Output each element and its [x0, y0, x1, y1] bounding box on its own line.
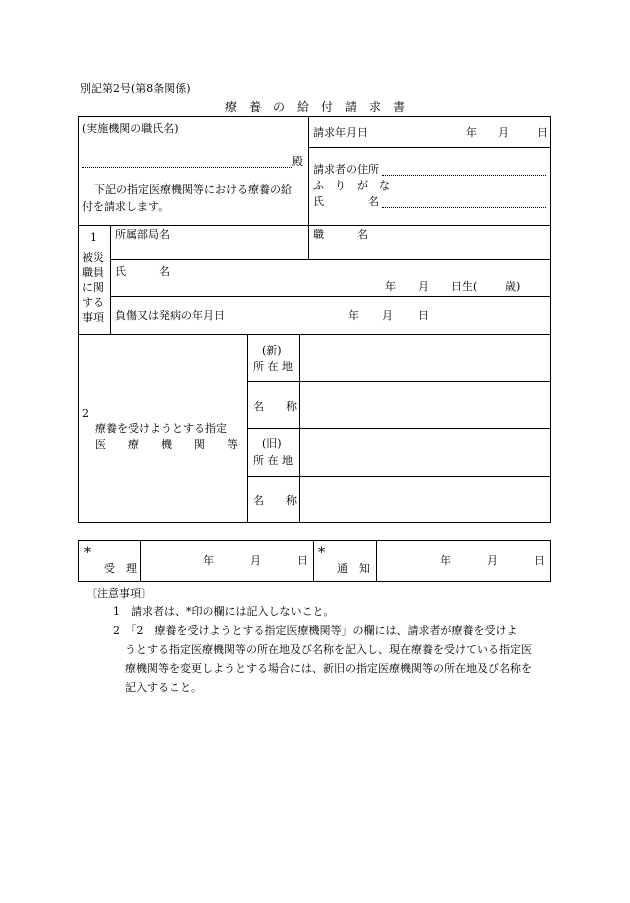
- sec1-title-line: する: [82, 296, 104, 309]
- org-name-line[interactable]: [82, 167, 292, 168]
- injury-day[interactable]: 日: [418, 309, 429, 322]
- request-text-2: 付を請求します。: [82, 200, 170, 213]
- form-reference: 別記第2号(第8条関係): [80, 82, 191, 95]
- receipt-month[interactable]: 月: [250, 554, 261, 567]
- name-label: 氏 名: [313, 195, 379, 208]
- sec1-title-line: に関: [82, 281, 104, 294]
- receipt-day[interactable]: 日: [297, 554, 308, 567]
- org-label: (実施機関の職氏名): [82, 122, 179, 135]
- request-year[interactable]: 年: [466, 126, 477, 139]
- dept-label: 所属部局名: [115, 228, 170, 241]
- injury-month[interactable]: 月: [382, 309, 393, 322]
- injury-date-label: 負傷又は発病の年月日: [115, 309, 225, 322]
- receipt-label: 受 理: [104, 562, 137, 575]
- injury-year[interactable]: 年: [348, 309, 359, 322]
- notice-month[interactable]: 月: [487, 554, 498, 567]
- dono-text: 殿: [292, 155, 303, 168]
- note-1: 1 請求者は、*印の欄には記入しないこと。: [113, 605, 335, 618]
- sec1-number: 1: [90, 231, 97, 244]
- notice-label: 通 知: [337, 562, 370, 575]
- notice-star: *: [318, 545, 325, 561]
- new-address-field[interactable]: [300, 335, 550, 380]
- request-month[interactable]: 月: [498, 126, 509, 139]
- request-day[interactable]: 日: [537, 126, 548, 139]
- address-label: 請求者の住所: [313, 163, 379, 176]
- sec2-number: 2: [82, 407, 89, 420]
- sec1-title-line: 事項: [82, 311, 104, 324]
- old-address-label: 所 在 地: [253, 454, 293, 467]
- post-label: 職 名: [313, 228, 368, 241]
- old-address-field[interactable]: [300, 429, 550, 475]
- old-name-field[interactable]: [300, 477, 550, 522]
- notes-heading: 〔注意事項〕: [86, 587, 152, 600]
- old-label: (旧): [262, 437, 282, 450]
- request-date-label: 請求年月日: [313, 126, 368, 139]
- receipt-star: *: [84, 545, 91, 561]
- notice-day[interactable]: 日: [534, 554, 545, 567]
- note-2-line-4: 記入すること。: [125, 681, 202, 694]
- birth-month[interactable]: 月: [418, 280, 429, 293]
- sec2-title-1: 療養を受けようとする指定: [95, 422, 227, 435]
- new-label: (新): [262, 344, 282, 357]
- note-2-line-1: 2 「2 療養を受けようとする指定医療機関等」の欄には、請求者が療養を受けよ: [113, 624, 518, 637]
- furigana-label: ふ り が な: [313, 179, 390, 192]
- address-line[interactable]: [382, 175, 546, 176]
- note-2-line-3: 療機関等を変更しようとする場合には、新旧の指定医療機関等の所在地及び名称を: [125, 662, 532, 675]
- notice-year[interactable]: 年: [440, 554, 451, 567]
- birth-year[interactable]: 年: [385, 280, 396, 293]
- sec1-title: [82, 250, 108, 325]
- office-table-border: [78, 540, 551, 582]
- employee-name-label: 氏 名: [115, 265, 170, 278]
- birth-day[interactable]: 日生(: [451, 280, 478, 293]
- birth-age[interactable]: 歳): [505, 280, 521, 293]
- receipt-year[interactable]: 年: [203, 554, 214, 567]
- note-2-line-2: うとする指定医療機関等の所在地及び名称を記入し、現在療養を受けている指定医: [125, 643, 532, 656]
- sec1-title-line: 被災: [82, 251, 104, 264]
- new-name-label: 名 称: [253, 400, 297, 413]
- sec2-title-2: 医 療 機 関 等: [95, 438, 238, 451]
- new-address-label: 所 在 地: [253, 360, 293, 373]
- new-name-field[interactable]: [300, 382, 550, 427]
- name-line[interactable]: [382, 207, 546, 208]
- request-text-1: 下記の指定医療機関等における療養の給: [94, 183, 292, 196]
- form-title: 療 養 の 給 付 請 求 書: [225, 100, 406, 114]
- old-name-label: 名 称: [253, 494, 297, 507]
- sec1-title-line: 職員: [82, 266, 104, 279]
